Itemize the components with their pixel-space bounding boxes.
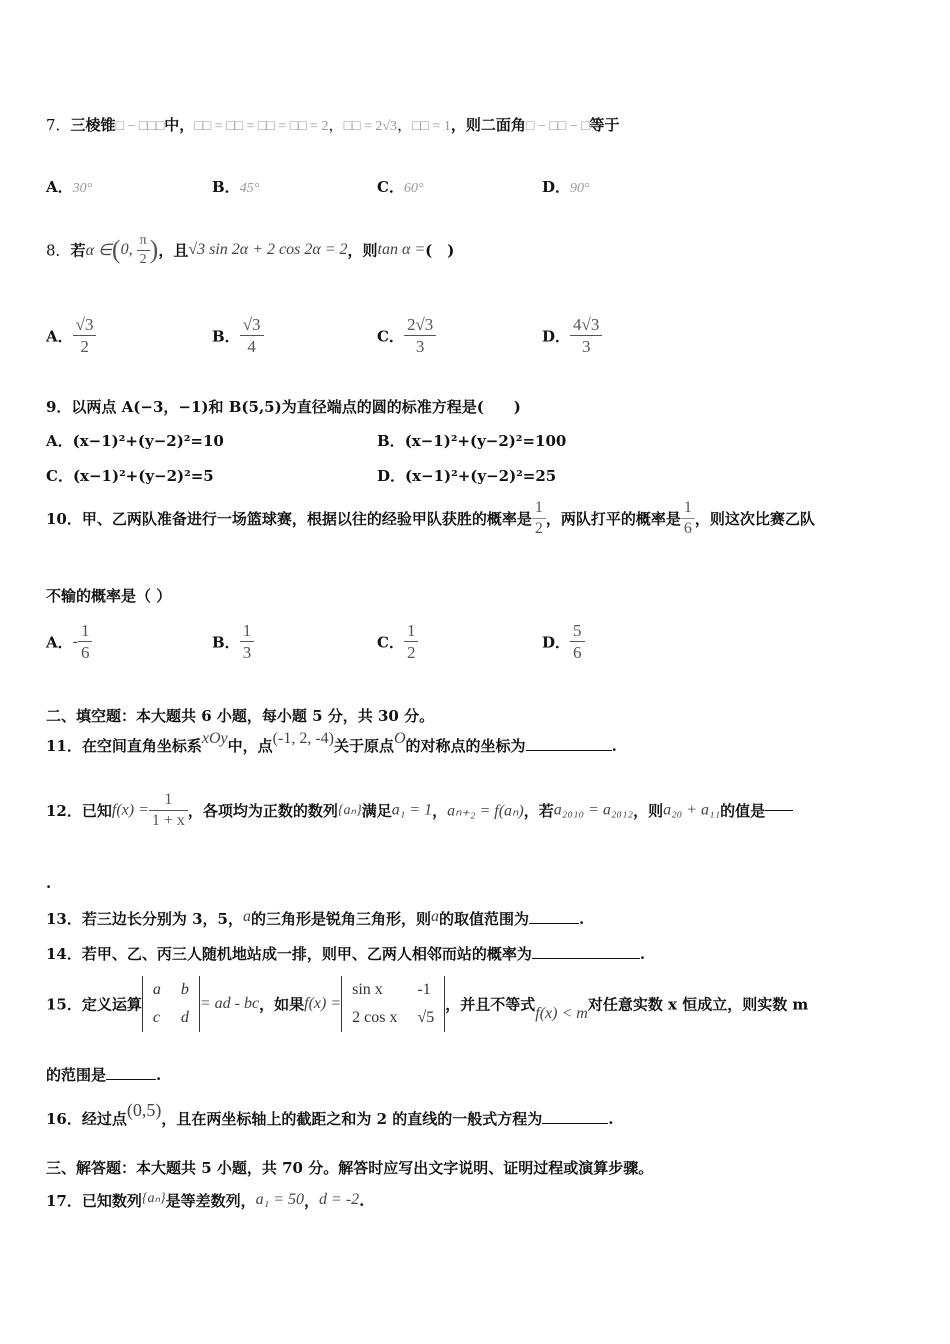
q12-expr-1: f(x) = <box>111 801 149 819</box>
q17-text-1: 17．已知数列 <box>46 1192 142 1210</box>
q7-text-3: ，则二面角 <box>450 116 526 134</box>
q9-option-b <box>377 430 566 451</box>
q12-expr-3: a₁ = 1 <box>391 801 433 819</box>
q16-text-3: . <box>608 1110 614 1128</box>
option-label: C． <box>377 327 404 346</box>
q8-text-2: ，且 <box>158 241 189 260</box>
q17-text-3: . <box>359 1192 365 1210</box>
option-label: D． <box>542 633 571 652</box>
q12-comma: ， <box>432 802 448 820</box>
q15-continuation <box>46 1064 161 1085</box>
q10-fraction-2-num: 1 <box>681 498 695 519</box>
q10-continuation: 不输的概率是（ ） <box>46 587 172 605</box>
question-9: 9．以两点 A(−3，−1)和 B(5,5)为直径端点的圆的标准方程是( ) <box>46 398 521 416</box>
question-17 <box>46 1190 364 1211</box>
option-numerator: 2√3 <box>404 314 436 336</box>
q15-expr-1: = ad - bc <box>199 995 260 1012</box>
option-numerator: 1 <box>78 620 93 642</box>
q11-text-1: 11．在空间直角坐标系 <box>46 737 202 755</box>
option-value: (x−1)²+(y−2)²=5 <box>72 467 214 485</box>
option-denominator: 6 <box>80 643 90 663</box>
q12-expr-4: aₙ₊₂ = f(aₙ) <box>447 802 524 820</box>
option-numerator: 1 <box>404 620 419 642</box>
q8-text-1: 若 <box>70 241 86 260</box>
option-denominator: 2 <box>406 643 416 663</box>
option-sign: - <box>72 632 78 650</box>
q15-text-5: 的范围是 <box>46 1066 107 1084</box>
q14-text-2: . <box>639 945 646 963</box>
option-value: 30° <box>72 181 93 196</box>
q8-option-c <box>377 314 436 358</box>
option-label: B． <box>212 178 240 196</box>
q7-expr-3: □□ = 2√3 <box>343 119 398 134</box>
option-label: A． <box>46 432 73 450</box>
q13-text-3: 的取值范围为 <box>439 910 530 928</box>
question-7 <box>46 114 620 135</box>
option-label: D． <box>377 467 406 485</box>
q17-text-2: 是等差数列， <box>165 1192 256 1210</box>
option-value: (x−1)²+(y−2)²=25 <box>405 467 557 485</box>
q10-text-2: ，两队打平的概率是 <box>545 510 681 528</box>
q8-option-a <box>46 314 96 358</box>
q17-expr-3: d = -2 <box>319 1191 360 1208</box>
q15-matrix <box>341 976 445 1032</box>
q16-text-1: 16．经过点 <box>46 1110 127 1128</box>
q7-expr-2: □□ = □□ = □□ = □□ = 2 <box>194 119 329 134</box>
q12-fraction-den: 1 + x <box>151 812 185 829</box>
q12-text-6: 的值是 <box>720 802 766 820</box>
q7-number: 7． <box>46 116 71 134</box>
matrix-entry: 2 cos x <box>352 1009 398 1026</box>
section-2-heading: 二、填空题：本大题共 6 小题，每小题 5 分，共 30 分。 <box>46 707 435 725</box>
q15-text-4: 对任意实数 x 恒成立，则实数 m <box>587 995 809 1014</box>
q11-answer-blank[interactable] <box>526 750 612 751</box>
question-13 <box>46 908 584 929</box>
q15-expr-3: f(x) < m <box>535 1005 588 1022</box>
q10-text-1: 10．甲、乙两队准备进行一场篮球赛，根据以往的经验甲队获胜的概率是 <box>46 510 532 528</box>
matrix-entry: sin x <box>352 981 383 998</box>
option-label: B． <box>377 432 405 450</box>
option-value: 45° <box>239 181 260 196</box>
q13-text-4: . <box>579 910 585 928</box>
q11-expr-2: (-1, 2, -4) <box>272 730 334 747</box>
det-entry: a <box>152 981 161 998</box>
q7-comma-2: ， <box>397 116 413 134</box>
option-label: B． <box>212 327 240 346</box>
q13-text-2: 的三角形是锐角三角形，则 <box>250 910 431 928</box>
option-label: C． <box>377 633 404 652</box>
q8-number: 8． <box>46 241 71 260</box>
q11-text-4: 的对称点的坐标为 <box>405 737 526 755</box>
question-11 <box>46 730 617 756</box>
q10-fraction-1-num: 1 <box>532 498 546 519</box>
section-3-heading: 三、解答题：本大题共 5 小题，共 70 分。解答时应写出文字说明、证明过程或演算步骤。 <box>46 1159 654 1177</box>
q7-option-a <box>46 176 92 197</box>
q16-text-2: ，且在两坐标轴上的截距之和为 2 的直线的一般式方程为 <box>161 1110 543 1128</box>
q17-expr-1: {aₙ} <box>141 1191 166 1206</box>
q10-option-c <box>377 620 418 664</box>
q11-expr-3: O <box>393 730 406 747</box>
q16-answer-blank[interactable] <box>542 1123 608 1124</box>
q13-expr-1: a <box>242 908 251 925</box>
q16-expr-1: (0,5) <box>126 1100 162 1120</box>
q14-text-1: 14．若甲、乙、丙三人随机地站成一排，则甲、乙两人相邻而站的概率为 <box>46 945 532 963</box>
question-8: 8．若α ∈(0, $\frac{\pi}{2}$ )，且√3 sin 2α + 2 cos 2α = 2，则tan α =( ) <box>46 233 455 267</box>
q12-expr-6: a₂₀ + a₁₁ <box>663 801 721 819</box>
q12-fraction-num: 1 <box>149 790 188 811</box>
q12-answer-blank[interactable] <box>765 810 793 811</box>
q11-text-5: . <box>611 737 617 755</box>
matrix-entry: -1 <box>417 981 431 998</box>
q8-option-b <box>212 314 264 358</box>
q7-option-c <box>377 176 424 197</box>
option-numerator: √3 <box>73 314 97 336</box>
q13-expr-2: a <box>431 908 439 925</box>
option-numerator: 5 <box>570 620 585 642</box>
q15-determinant <box>142 976 200 1032</box>
q12-text-1: 12．已知 <box>46 802 112 820</box>
q8-expr-3: tan α = <box>377 241 426 258</box>
q10-option-a <box>46 620 92 664</box>
option-label: A． <box>46 327 73 346</box>
q12-expr-5: a₂₀₁₀ = a₂₀₁₂ <box>553 801 634 819</box>
q15-text-1: 15．定义运算 <box>46 995 142 1014</box>
option-value: (x−1)²+(y−2)²=100 <box>404 432 567 450</box>
option-value: 90° <box>570 181 590 196</box>
q8-option-d <box>542 314 602 358</box>
q12-text-5: ，则 <box>633 802 664 820</box>
q12-continuation: . <box>46 874 52 892</box>
q7-expr-1: □ − □□□ <box>115 119 165 134</box>
question-12 <box>46 790 793 831</box>
q15-text-6: . <box>156 1066 162 1084</box>
q15-text-2: ，如果 <box>259 995 305 1014</box>
option-numerator: 1 <box>240 620 255 642</box>
question-16 <box>46 1100 614 1129</box>
q8-expr-1b: 0, <box>120 241 137 258</box>
q7-expr-5: □ − □□ − □ <box>525 119 590 134</box>
q7-option-b <box>212 176 259 197</box>
q7-text-1: 三棱锥 <box>70 116 116 134</box>
q12-text-2: ，各项均为正数的数列 <box>187 802 338 820</box>
question-15 <box>46 976 808 1032</box>
det-entry: d <box>180 1009 189 1026</box>
option-label: D． <box>542 327 571 346</box>
q15-expr-2: f(x) = <box>304 995 342 1012</box>
q10-text-3: ，则这次比赛乙队 <box>694 510 815 528</box>
q9-option-a <box>46 430 224 451</box>
q9-option-c <box>46 465 214 486</box>
q10-fraction-2-den: 6 <box>683 520 692 537</box>
option-denominator: 4 <box>247 337 256 357</box>
option-numerator: 4√3 <box>570 314 602 336</box>
option-label: C． <box>46 467 73 485</box>
option-label: C． <box>377 178 404 196</box>
option-denominator: 3 <box>581 337 591 357</box>
q14-answer-blank[interactable] <box>532 958 640 959</box>
option-denominator: 6 <box>573 643 582 663</box>
q7-text-4: 等于 <box>589 116 620 134</box>
q13-text-1: 13．若三边长分别为 3，5， <box>46 910 243 928</box>
q8-expr-1: α ∈ <box>85 242 112 259</box>
q8-text-3: ，则 <box>347 241 378 260</box>
q7-option-d <box>542 176 590 197</box>
q15-answer-blank[interactable] <box>106 1079 156 1080</box>
q13-answer-blank[interactable] <box>529 923 579 924</box>
q11-expr-1: xOy <box>201 730 228 747</box>
question-10 <box>46 498 815 539</box>
q11-text-2: 中，点 <box>227 737 273 755</box>
q10-option-d <box>542 620 585 664</box>
q7-expr-4: □□ = 1 <box>412 119 451 134</box>
q8-pi: π <box>137 232 150 251</box>
q7-text-2: 中， <box>164 116 195 134</box>
option-value: (x−1)²+(y−2)²=10 <box>72 432 224 450</box>
q17-expr-2: a₁ = 50 <box>255 1191 305 1208</box>
det-entry: b <box>180 981 189 998</box>
option-label: B． <box>212 633 240 652</box>
q10-fraction-1-den: 2 <box>534 520 543 537</box>
option-denominator: 3 <box>242 643 252 663</box>
q8-two: 2 <box>139 251 147 267</box>
q8-expr-2: √3 sin 2α + 2 cos 2α = 2 <box>188 241 348 258</box>
option-label: D． <box>542 178 571 196</box>
det-entry: c <box>152 1009 160 1026</box>
q10-option-b <box>212 620 254 664</box>
q8-text-4: ( ) <box>425 241 455 260</box>
q9-option-d <box>377 465 556 486</box>
q12-expr-2: {aₙ} <box>337 803 362 818</box>
option-value: 60° <box>403 181 424 196</box>
option-label: A． <box>46 178 73 196</box>
q12-text-4: ，若 <box>523 802 554 820</box>
matrix-entry: √5 <box>417 1009 435 1026</box>
question-14 <box>46 943 645 964</box>
q17-comma: ， <box>304 1192 320 1210</box>
q12-text-3: 满足 <box>361 802 392 820</box>
option-numerator: √3 <box>240 314 264 336</box>
option-denominator: 2 <box>80 337 89 357</box>
option-denominator: 3 <box>415 337 425 357</box>
option-label: A． <box>46 633 73 652</box>
q11-text-3: 关于原点 <box>333 737 394 755</box>
q7-comma-1: ， <box>328 116 344 134</box>
q15-text-3: ，并且不等式 <box>445 995 536 1014</box>
